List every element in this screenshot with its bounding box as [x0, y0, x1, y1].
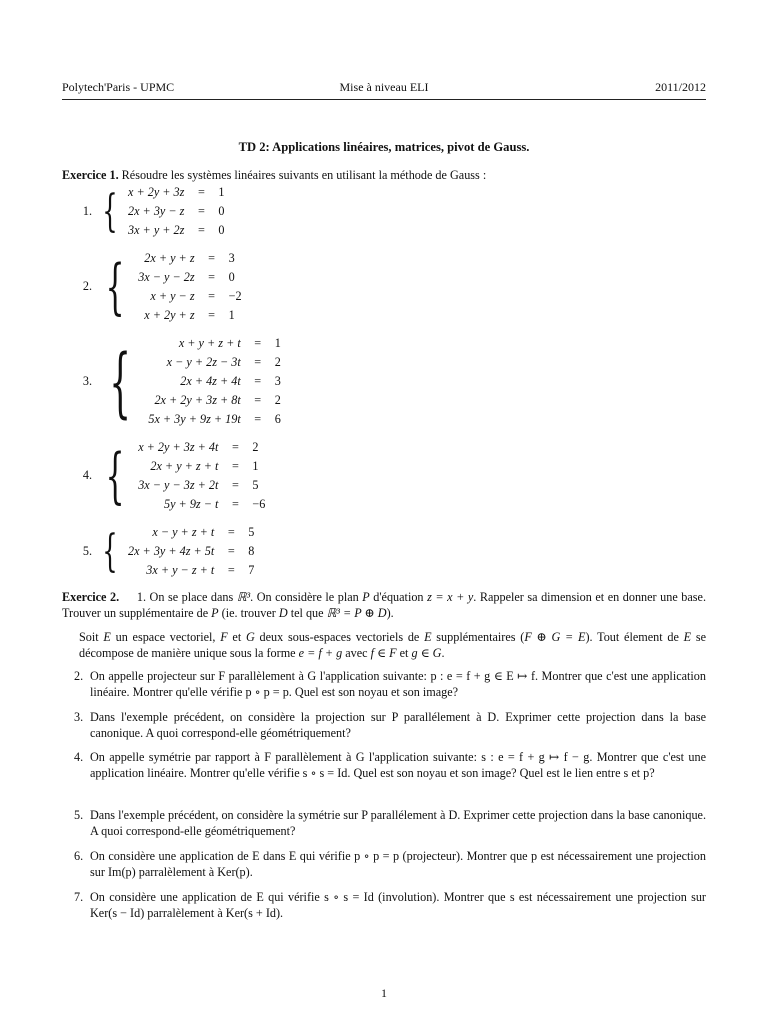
exercise-2-item-6: [62, 849, 706, 881]
equation-lhs: x + y − z: [150, 289, 195, 304]
left-brace-icon: {: [105, 441, 125, 512]
exercise-2-item-3: [62, 710, 706, 742]
equation-lhs: 3x − y − 2z: [138, 269, 195, 284]
item-number: 5.: [74, 808, 84, 822]
system-5: [78, 523, 254, 581]
item-number: 6.: [74, 849, 84, 863]
math-run: E: [424, 629, 432, 644]
equation-rhs: 0: [218, 223, 225, 238]
equation-rhs: 1: [228, 308, 235, 323]
math-run: P: [211, 605, 219, 620]
equation-rhs: −6: [252, 497, 266, 512]
item-text: On appelle symétrie par rapport à F parallèlement à G l'application suivante: s : e = f + g ↦ f − g. Montrer que c'est une application linéaire. Montrer qu'elle vérifie s ∘ s = Id. Quel est son noyau et son image? Quel est le lien entre s et p?: [90, 750, 706, 780]
equation-op: =: [231, 439, 239, 454]
equation-rhs: −2: [228, 289, 242, 304]
exercise-2-definitions: [62, 630, 706, 662]
item-text: On considère une application de E qui vérifie s ∘ s = Id (involution). Montrer que s est nécessairement une projection sur Ker(s − Id) parralèlement à Ker(s + Id).: [90, 890, 706, 920]
exercise-2-statement: [62, 590, 706, 661]
item-text: On considère une application de E dans E qui vérifie p ∘ p = p (projecteur). Montrer que p est nécessairement une projection sur Im(p) parralèlement à Ker(p).: [90, 849, 706, 879]
equation-lhs: x − y + z + t: [152, 524, 215, 539]
text-run: On se place dans: [149, 590, 237, 604]
equation-op: =: [208, 289, 216, 304]
item-text: Dans l'exemple précédent, on considère la projection sur P parallélement à D. Exprimer cette projection dans la base canonique. A quoi correspond-elle géométriquement?: [90, 710, 706, 740]
header-rule: [62, 99, 706, 100]
math-run: ℝ³ = P ⊕ D: [326, 605, 387, 620]
equation-lhs: 3x + y − z + t: [146, 563, 215, 578]
exercise-2-label: Exercice 2.: [62, 590, 120, 604]
equation-op: =: [231, 458, 239, 473]
equation-table: [128, 183, 224, 241]
equation-rhs: 3: [228, 250, 235, 265]
page-header: [62, 80, 706, 98]
system-2: [78, 249, 242, 326]
exercise-2-item-2: [62, 669, 706, 701]
item-number: 1.: [136, 590, 146, 604]
left-brace-icon: {: [109, 336, 132, 426]
equation-op: =: [231, 497, 239, 512]
text-run: deux sous-espaces vectoriels de: [254, 629, 425, 644]
math-run: f ∈ F: [370, 645, 397, 660]
math-run: g ∈ G: [411, 645, 442, 660]
equation-rhs: 8: [248, 543, 255, 558]
equation-lhs: 2x + 3y + 4z + 5t: [128, 543, 215, 558]
equation-rhs: 1: [218, 184, 225, 199]
equation-rhs: 5: [252, 478, 259, 493]
equation-lhs: 3x − y − 3z + 2t: [138, 478, 219, 493]
equation-table: [138, 249, 241, 326]
equation-op: =: [208, 269, 216, 284]
exercise-1-label: Exercice 1.: [62, 168, 119, 182]
exercise-2-item-5: [62, 808, 706, 840]
page-number: 1: [381, 986, 387, 1000]
exercise-2-item-1: [62, 590, 706, 622]
item-number: 7.: [74, 890, 84, 904]
equation-rhs: 0: [228, 269, 235, 284]
math-run: D: [278, 605, 288, 620]
equation-op: =: [208, 308, 216, 323]
equation-table: [128, 523, 254, 581]
text-run: se décompose de manière unique sous la forme: [79, 629, 706, 660]
equation-op: =: [197, 203, 205, 218]
text-run: un espace vectoriel,: [110, 629, 221, 644]
equation-lhs: 2x + y + z + t: [150, 458, 219, 473]
equation-rhs: 1: [252, 458, 259, 473]
math-run: E: [683, 629, 692, 644]
system-number: 3.: [82, 374, 92, 389]
equation-lhs: x + y + z + t: [178, 335, 241, 350]
math-run: e = f + g: [298, 645, 343, 660]
text-run: supplémentaires (: [431, 629, 525, 644]
equation-lhs: x + 2y + 3z + 4t: [138, 439, 219, 454]
equation-rhs: 0: [218, 203, 225, 218]
equation-op: =: [231, 478, 239, 493]
item-number: 2.: [74, 669, 84, 683]
equation-lhs: 3x + y + 2z: [128, 223, 185, 238]
equation-op: =: [227, 543, 235, 558]
equation-rhs: 1: [274, 335, 281, 350]
item-number: 4.: [74, 750, 84, 764]
text-run: d'équation: [369, 590, 428, 604]
equation-op: =: [254, 393, 262, 408]
equation-op: =: [254, 354, 262, 369]
equation-lhs: x − y + 2z − 3t: [166, 354, 241, 369]
math-run: E: [103, 629, 111, 644]
text-run: ). Tout élement de: [585, 629, 684, 644]
math-run: F ⊕ G = E: [524, 629, 586, 644]
text-run: . Rappeler sa dimension et en donner une base. Trouver un supplémentaire de: [62, 590, 707, 620]
exercise-1-statement: [62, 168, 706, 184]
system-3: [78, 334, 281, 430]
system-1: [78, 183, 224, 241]
text-run: avec: [342, 645, 371, 660]
text-run: .: [441, 645, 445, 660]
system-number: 1.: [82, 203, 92, 218]
exercise-1-text: Résoudre les systèmes linéaires suivants en utilisant la méthode de Gauss :: [121, 168, 487, 182]
system-4: [78, 438, 265, 515]
equation-lhs: 2x + 2y + 3z + 8t: [154, 393, 241, 408]
system-number: 5.: [82, 543, 92, 558]
equation-op: =: [254, 374, 262, 389]
text-run: (ie. trouver: [218, 605, 279, 620]
equation-rhs: 2: [252, 439, 259, 454]
math-run: P: [362, 590, 370, 604]
equation-rhs: 3: [274, 374, 281, 389]
text-run: et: [396, 645, 412, 660]
equation-rhs: 7: [248, 563, 255, 578]
math-run: G: [245, 629, 255, 644]
equation-lhs: x + 2y + 3z: [128, 184, 185, 199]
math-run: z = x + y: [427, 590, 474, 604]
system-number: 4.: [82, 468, 92, 483]
equation-lhs: 5x + 3y + 9z + 19t: [148, 412, 241, 427]
left-brace-icon: {: [105, 252, 125, 323]
equation-lhs: 2x + 3y − z: [128, 203, 185, 218]
equation-rhs: 2: [274, 354, 281, 369]
equation-rhs: 6: [274, 412, 281, 427]
text-run: Soit: [79, 629, 104, 644]
item-number: 3.: [74, 710, 84, 724]
exercise-2-item-4: [62, 750, 706, 782]
equation-op: =: [208, 250, 216, 265]
equation-op: =: [197, 184, 205, 199]
equation-table: [148, 334, 280, 430]
math-run: ℝ³: [236, 590, 251, 604]
exercise-2-item-7: [62, 890, 706, 922]
equation-op: =: [254, 412, 262, 427]
left-brace-icon: {: [102, 525, 118, 577]
equation-lhs: 5y + 9z − t: [164, 497, 219, 512]
document-title: TD 2: Applications linéaires, matrices, pivot de Gauss.: [238, 140, 530, 154]
equation-op: =: [197, 223, 205, 238]
equation-op: =: [227, 563, 235, 578]
text-run: tel que: [287, 605, 327, 620]
header-year: 2011/2012: [655, 80, 706, 94]
header-institution: Polytech'Paris - UPMC: [62, 80, 175, 94]
system-number: 2.: [82, 279, 92, 294]
equation-op: =: [254, 335, 262, 350]
text-run: . On considère le plan: [250, 590, 363, 604]
header-course: Mise à niveau ELI: [339, 80, 429, 94]
equation-rhs: 5: [248, 524, 255, 539]
left-brace-icon: {: [102, 185, 118, 237]
text-run: ).: [386, 605, 394, 620]
item-text: Dans l'exemple précédent, on considère la symétrie sur P parallélement à D. Exprimer cette projection dans la base canonique. A quoi correspond-elle géométriquement?: [90, 808, 706, 838]
equation-lhs: 2x + 4z + 4t: [180, 374, 241, 389]
equation-op: =: [227, 524, 235, 539]
text-run: et: [227, 629, 246, 644]
equation-lhs: 2x + y + z: [144, 250, 195, 265]
math-run: F: [220, 629, 228, 644]
equation-rhs: 2: [274, 393, 281, 408]
equation-table: [138, 438, 265, 515]
equation-lhs: x + 2y + z: [144, 308, 195, 323]
item-text: On appelle projecteur sur F parallèlement à G l'application suivante: p : e = f + g ∈ E ↦ f. Montrer que c'est une application linéaire. Montrer qu'elle vérifie p ∘ p = p. Quel est son noyau et son image?: [90, 669, 706, 699]
